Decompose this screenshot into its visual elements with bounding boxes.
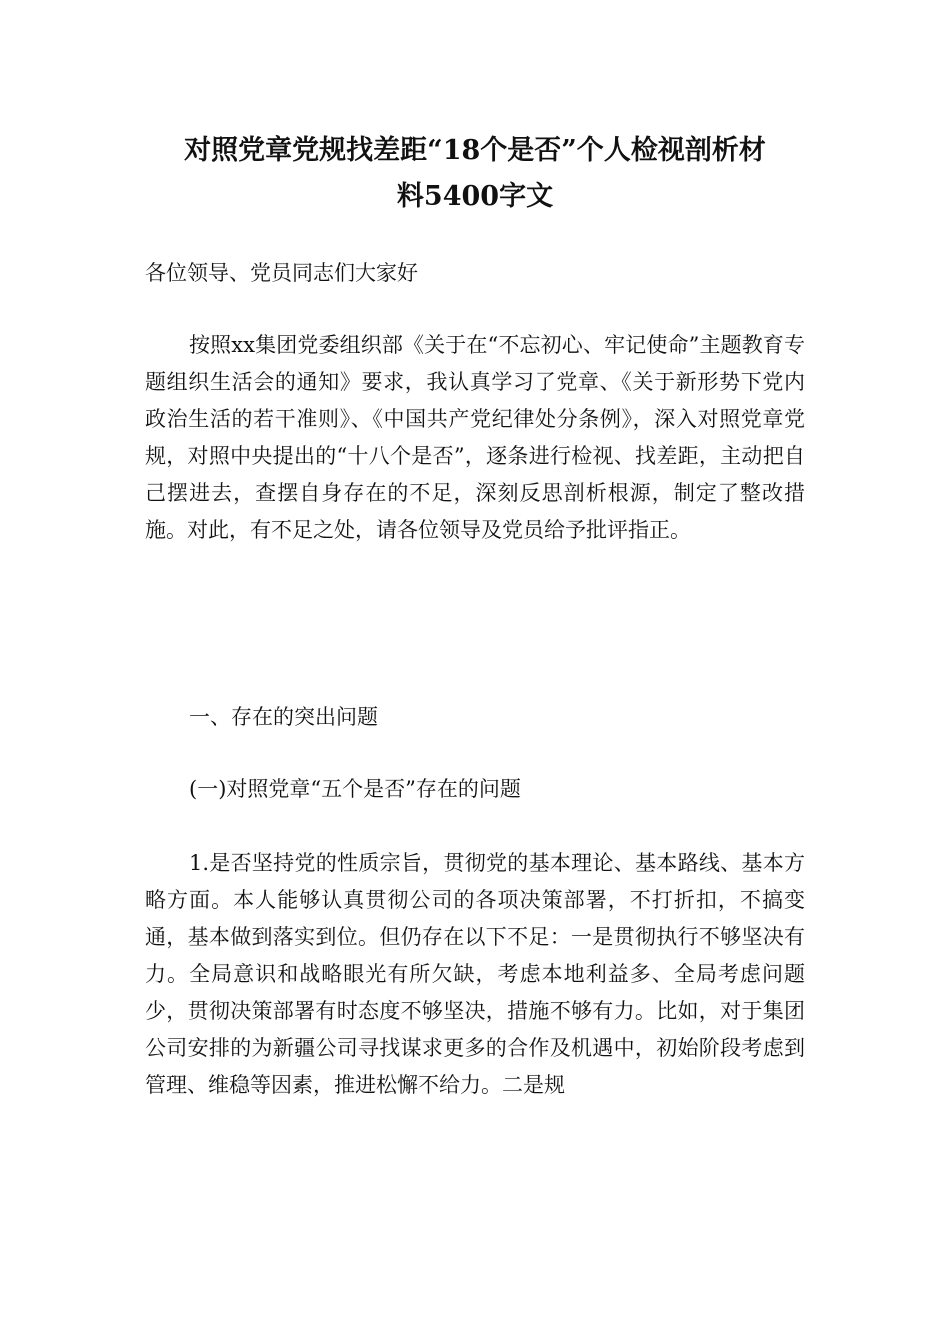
intro-paragraph: 按照xx集团党委组织部《关于在“不忘初心、牢记使命”主题教育专题组织生活会的通知》要求，我认真学习了党章、《关于新形势下党内政治生活的若干准则》、《中国共产党纪律处分条例》，深入对照党章党规，对照中央提出的“十八个是否”，逐条进行检视、找差距，主动把自己摆进去，查摆自身存在的不足，深刻反思剖析根源，制定了整改措施。对此，有不足之处，请各位领导及党员给予批评指正。 — [145, 333, 805, 542]
title-line-2: 料5400字文 — [396, 181, 554, 212]
document-title — [145, 128, 805, 220]
section-heading: 一、存在的突出问题 — [189, 705, 378, 729]
greeting: 各位领导、党员同志们大家好 — [145, 261, 418, 285]
title-line-1: 对照党章党规找差距“18个是否”个人检视剖析材 — [184, 135, 766, 166]
subsection-heading: (一)对照党章“五个是否”存在的问题 — [189, 777, 521, 801]
item-1-paragraph: 1.是否坚持党的性质宗旨，贯彻党的基本理论、基本路线、基本方略方面。本人能够认真贯彻公司的各项决策部署，不打折扣，不搞变通，基本做到落实到位。但仍存在以下不足：一是贯彻执行不够坚决有力。全局意识和战略眼光有所欠缺，考虑本地利益多、全局考虑问题少，贯彻决策部署有时态度不够坚决，措施不够有力。比如，对于集团公司安排的为新疆公司寻找谋求更多的合作及机遇中，初始阶段考虑到管理、维稳等因素，推进松懈不给力。二是规 — [145, 851, 805, 1097]
